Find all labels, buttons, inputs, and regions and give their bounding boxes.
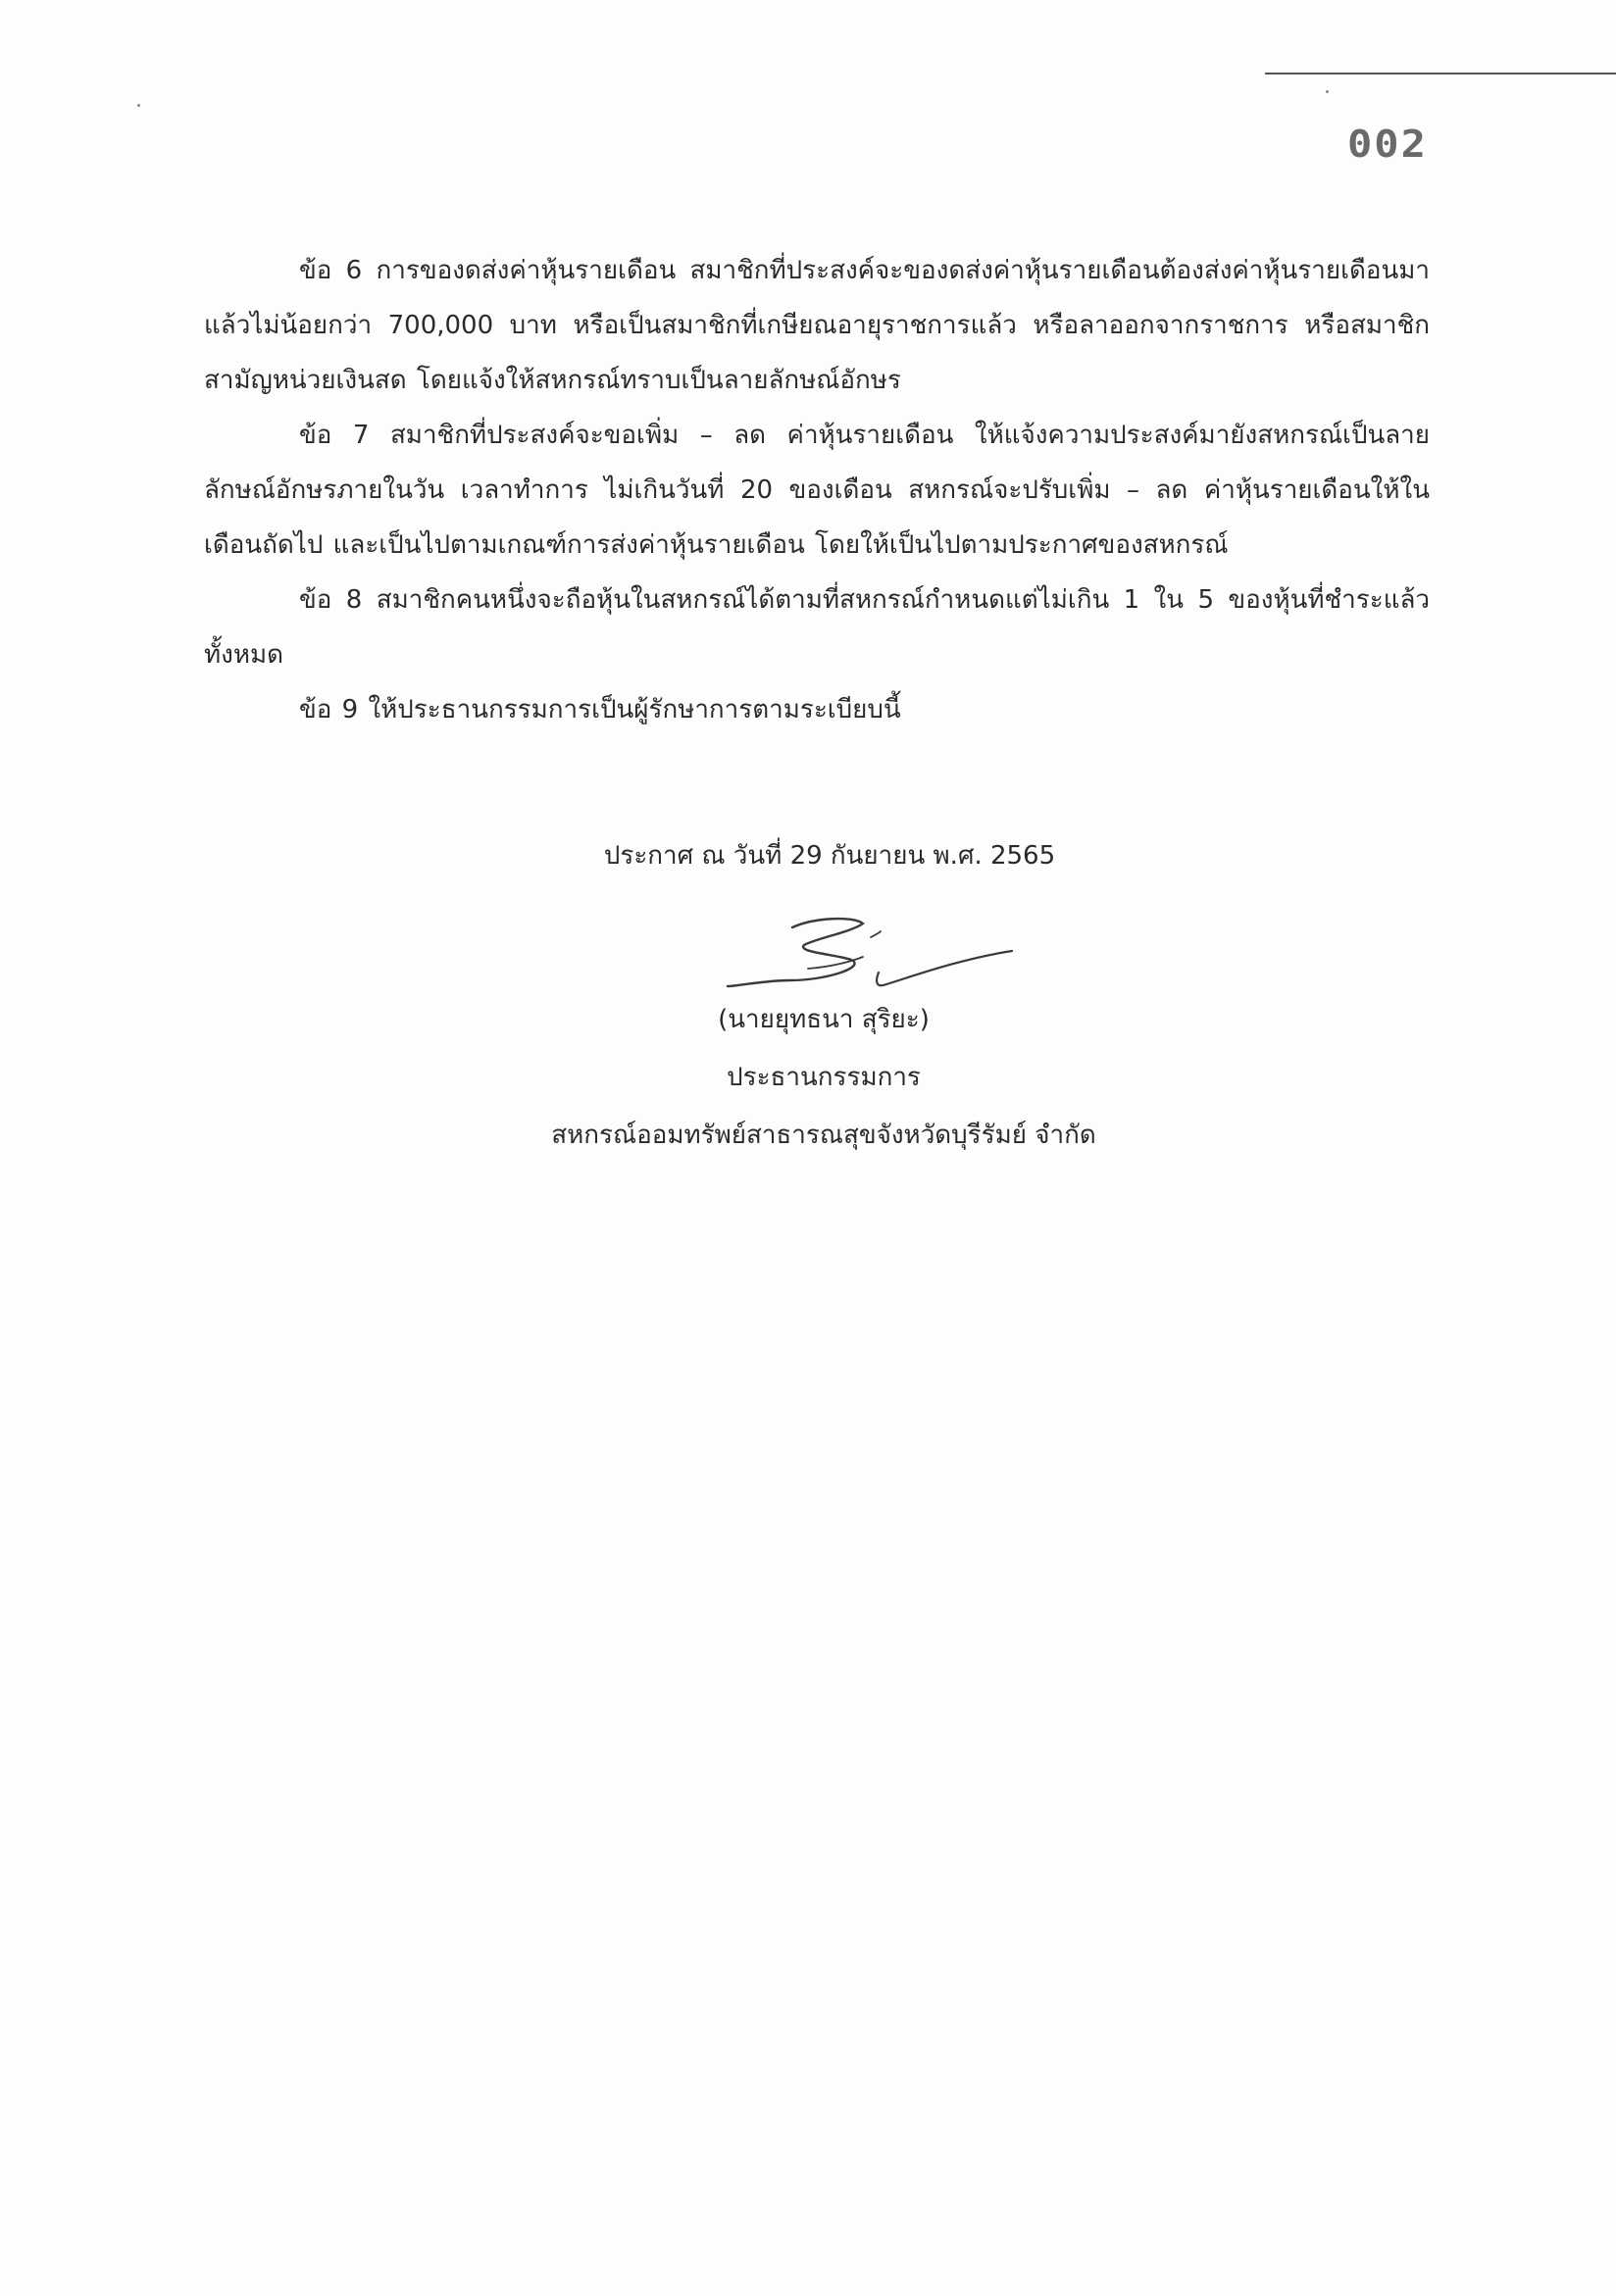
signatory-name: (นายยุทธนา สุริยะ) [718, 1005, 930, 1034]
top-edge-rule [1265, 73, 1616, 75]
clause-8: ข้อ 8 สมาชิกคนหนึ่งจะถือหุ้นในสหกรณ์ได้ตามที่สหกรณ์กำหนดแต่ไม่เกิน 1 ใน 5 ของหุ้นที่ชำระแล้วทั้งหมด [204, 585, 1430, 670]
regulation-clauses [204, 243, 1430, 737]
scan-speck [1326, 90, 1329, 93]
organization-name: สหกรณ์ออมทรัพย์สาธารณสุขจังหวัดบุรีรัมย์ จำกัด [551, 1121, 1096, 1150]
announcement-date: ประกาศ ณ วันที่ 29 กันยายน พ.ศ. 2565 [603, 841, 1056, 871]
page-number: 002 [1347, 121, 1428, 167]
scan-speck [137, 104, 140, 107]
signatory-position: ประธานกรรมการ [727, 1063, 921, 1092]
handwritten-signature [706, 910, 1020, 1008]
clause-6: ข้อ 6 การของดส่งค่าหุ้นรายเดือน สมาชิกที่ประสงค์จะของดส่งค่าหุ้นรายเดือนต้องส่งค่าหุ้นรายเดือนมาแล้วไม่น้อยกว่า 700,000 บาท หรือเป็นสมาชิกที่เกษียณอายุราชการแล้ว หรือลาออกจากราชการ หรือสมาชิกสามัญหน่วยเงินสด โดยแจ้งให้สหกรณ์ทราบเป็นลายลักษณ์อักษร [204, 256, 1430, 395]
clause-9: ข้อ 9 ให้ประธานกรรมการเป็นผู้รักษาการตามระเบียบนี้ [299, 695, 901, 724]
clause-7: ข้อ 7 สมาชิกที่ประสงค์จะขอเพิ่ม – ลด ค่าหุ้นรายเดือน ให้แจ้งความประสงค์มายังสหกรณ์เป็นลายลักษณ์อักษรภายในวัน เวลาทำการ ไม่เกินวันที่ 20 ของเดือน สหกรณ์จะปรับเพิ่ม – ลด ค่าหุ้นรายเดือนให้ในเดือนถัดไป และเป็นไปตามเกณฑ์การส่งค่าหุ้นรายเดือน โดยให้เป็นไปตามประกาศของสหกรณ์ [204, 421, 1430, 560]
